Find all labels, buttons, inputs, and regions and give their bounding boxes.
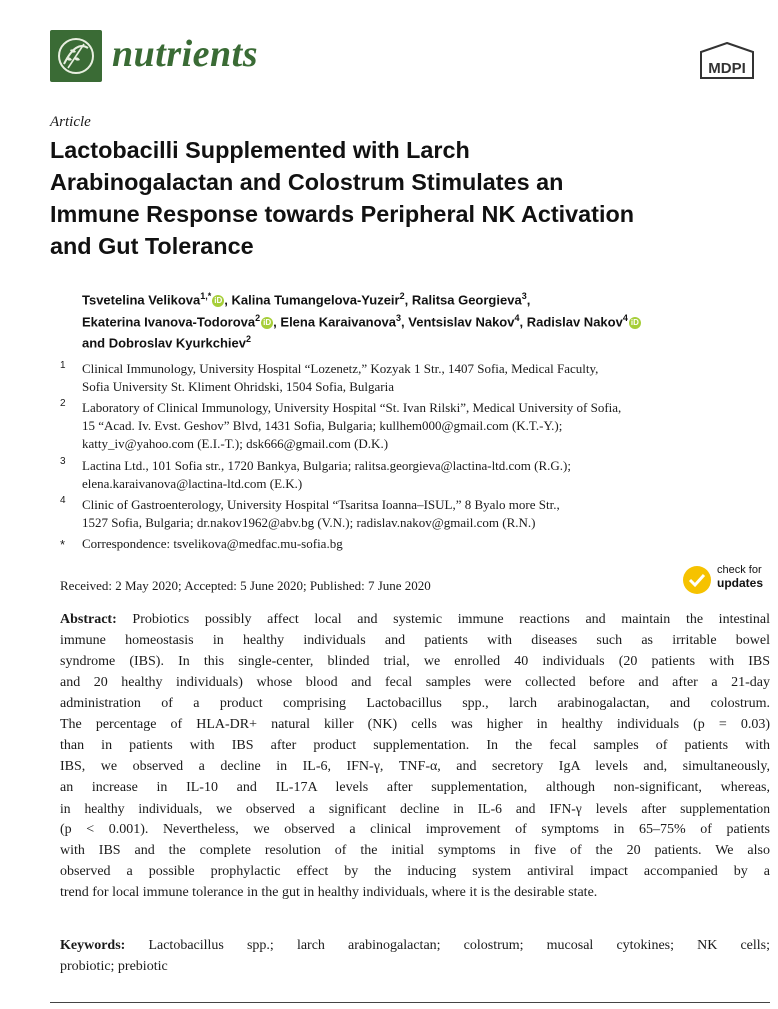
affiliation-line: Sofia University St. Kliment Ohridski, 1504 Sofia, Bulgaria bbox=[82, 379, 394, 394]
journal-logo-icon bbox=[50, 30, 102, 82]
abstract-line: immune homeostasis in healthy individuals and patients with diseases such as irritable bowel bbox=[60, 633, 770, 648]
orcid-icon[interactable]: iD bbox=[214, 295, 223, 305]
affiliation-number: 3 bbox=[60, 456, 66, 467]
article-title bbox=[50, 134, 770, 262]
journal-name: nutrients bbox=[112, 33, 259, 75]
publisher-logo bbox=[697, 42, 757, 80]
abstract-line: with IBS and the complete resolution of the initial symptoms in five of the 20 patients. We also bbox=[60, 843, 770, 858]
correspondence-line: Correspondence: tsvelikova@medfac.mu-sofia.bg bbox=[82, 536, 343, 551]
check-for-updates-label bbox=[717, 564, 763, 591]
abstract-line: and 20 healthy individuals) whose blood and fecal samples were collected before and after a 21-day bbox=[60, 675, 770, 690]
author-affil-sup: 3 bbox=[521, 291, 527, 301]
author-name[interactable]: , Kalina Tumangelova-Yuzeir bbox=[224, 292, 400, 308]
author-affil-sup: 2 bbox=[399, 291, 405, 301]
abstract-text: Probiotics possibly affect local and systemic immune reactions and maintain the intestinal bbox=[132, 612, 771, 627]
author-name[interactable]: , Ralitsa Georgieva bbox=[404, 292, 522, 308]
author-line bbox=[82, 291, 530, 307]
article-type: Article bbox=[50, 114, 91, 130]
author-line bbox=[82, 334, 251, 350]
abstract-line: than in patients with IBS after product supplementation. In the fecal samples of patients with bbox=[60, 738, 770, 753]
author-affil-sup: 2 bbox=[246, 334, 252, 344]
orcid-icon[interactable]: iD bbox=[263, 317, 272, 327]
author-separator: , bbox=[526, 292, 531, 308]
abstract-line bbox=[60, 612, 770, 628]
affiliation-number: 2 bbox=[60, 398, 66, 409]
check-icon bbox=[683, 566, 711, 594]
abstract-line: IBS, we observed a decline in IL-6, IFN-γ, TNF-α, and secretory IgA levels and, simultaneously, bbox=[60, 759, 770, 774]
author-name[interactable]: , Ventsislav Nakov bbox=[401, 314, 515, 330]
title-line: Lactobacilli Supplemented with Larch bbox=[50, 137, 470, 163]
title-line: Arabinogalactan and Colostrum Stimulates an bbox=[50, 169, 564, 195]
affiliation-line: Laboratory of Clinical Immunology, University Hospital “St. Ivan Rilski”, Medical University of Sofia, bbox=[82, 400, 622, 415]
badge-line-bold: updates bbox=[717, 576, 764, 590]
keywords-line bbox=[60, 938, 770, 954]
abstract-line: trend for local immune tolerance in the gut in healthy individuals, where it is the desirable state. bbox=[60, 885, 598, 900]
affiliation-line: 15 “Acad. Iv. Evst. Geshov” Blvd, 1431 Sofia, Bulgaria; kullhem000@gmail.com (K.T.-Y.); bbox=[82, 418, 563, 433]
abstract-line: (p < 0.001). Nevertheless, we observed a clinical improvement of symptoms in 65–75% of patients bbox=[60, 822, 770, 837]
badge-line: check for bbox=[717, 564, 762, 576]
abstract-line: observed a possible prophylactic effect by the inducing system antiviral impact accompanied by a bbox=[60, 864, 770, 879]
author-affil-sup: 1,* bbox=[200, 291, 212, 301]
orcid-icon[interactable]: iD bbox=[630, 317, 639, 327]
author-name[interactable]: and Dobroslav Kyurkchiev bbox=[82, 335, 246, 351]
affiliation-line: Clinic of Gastroenterology, University Hospital “Tsaritsa Ioanna–ISUL,” 8 Byalo more Str., bbox=[82, 497, 560, 512]
keywords-label: Keywords: bbox=[60, 938, 126, 953]
author-name[interactable]: , Elena Karaivanova bbox=[273, 314, 397, 330]
affiliation-line: elena.karaivanova@lactina-ltd.com (E.K.) bbox=[82, 476, 303, 491]
author-line bbox=[82, 313, 641, 329]
author-name[interactable]: , Radislav Nakov bbox=[519, 314, 623, 330]
affiliation-number: 1 bbox=[60, 360, 66, 371]
affiliation-number: 4 bbox=[60, 495, 66, 506]
abstract-label: Abstract: bbox=[60, 612, 117, 627]
abstract-line: syndrome (IBS). In this single-center, blinded trial, we enrolled 40 individuals (20 patients with IBS bbox=[60, 654, 770, 669]
author-affil-sup: 4 bbox=[622, 313, 628, 323]
title-line: Immune Response towards Peripheral NK Activation bbox=[50, 201, 635, 227]
author-name[interactable]: Tsvetelina Velikova bbox=[82, 292, 201, 308]
affiliation-line: katty_iv@yahoo.com (E.I.-T.); dsk666@gmail.com (D.K.) bbox=[82, 436, 389, 451]
abstract-line: in healthy individuals, we observed a significant decline in IL-6 and IFN-γ levels after supplementation bbox=[60, 801, 770, 816]
author-affil-sup: 4 bbox=[514, 313, 520, 323]
author-name[interactable]: Ekaterina Ivanova-Todorova bbox=[82, 314, 256, 330]
abstract-line: administration of a product comprising Lactobacillus spp., larch arabinogalactan, and colostrum. bbox=[60, 696, 770, 711]
title-line: and Gut Tolerance bbox=[50, 233, 254, 259]
affiliation-line: Lactina Ltd., 101 Sofia str., 1720 Bankya, Bulgaria; ralitsa.georgieva@lactina-ltd.com (R.G.); bbox=[82, 458, 571, 473]
affiliation-line: 1527 Sofia, Bulgaria; dr.nakov1962@abv.bg (V.N.); radislav.nakov@gmail.com (R.N.) bbox=[82, 515, 536, 530]
author-affil-sup: 2 bbox=[255, 313, 261, 323]
keywords-text: Lactobacillus spp.; larch arabinogalactan; colostrum; mucosal cytokines; NK cells; bbox=[148, 938, 770, 953]
affiliation-line: Clinical Immunology, University Hospital “Lozenetz,” Kozyak 1 Str., 1407 Sofia, Medical Faculty, bbox=[82, 361, 599, 376]
publication-dates: Received: 2 May 2020; Accepted: 5 June 2020; Published: 7 June 2020 bbox=[60, 578, 431, 593]
keywords-line: probiotic; prebiotic bbox=[60, 959, 168, 974]
author-affil-sup: 3 bbox=[396, 313, 402, 323]
abstract-line: The percentage of HLA-DR+ natural killer (NK) cells was higher in healthy individuals (p = 0.03) bbox=[60, 717, 770, 732]
abstract-line: an increase in IL-10 and IL-17A levels after supplementation, although non-significant, whereas, bbox=[60, 780, 770, 795]
footer-divider bbox=[50, 1002, 770, 1003]
check-for-updates-button[interactable] bbox=[683, 564, 769, 596]
publisher-name: MDPI bbox=[708, 60, 746, 77]
correspondence-marker: * bbox=[60, 537, 66, 552]
